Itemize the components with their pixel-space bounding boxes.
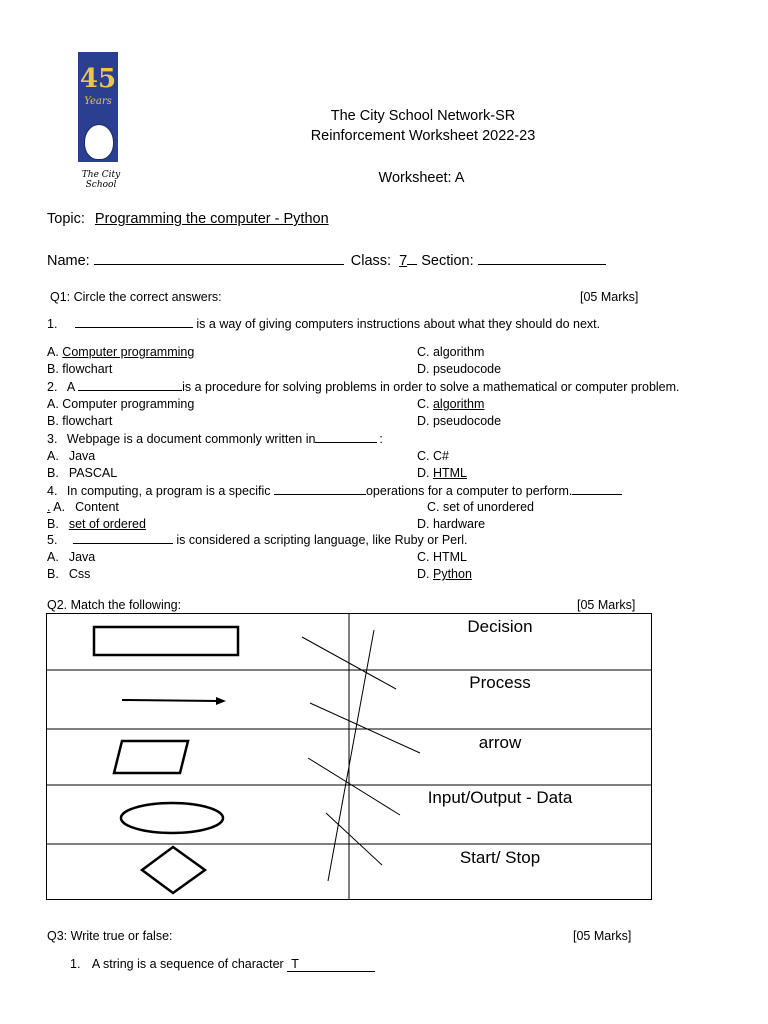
match-label-arrow: arrow [478,733,522,752]
q1-item2-num: 2. [47,380,58,394]
q3-item1 [70,957,375,972]
student-line [47,253,606,269]
name-label: Name: [47,253,90,269]
q1-item2-text: is a procedure for solving problems in order to solve a mathematical or computer problem. [182,380,680,394]
section-field[interactable] [478,264,606,265]
q1-item5 [47,533,468,547]
q1-item3-colon: : [379,432,383,446]
class-label: Class: [350,253,392,269]
q1-item4-optD: D. hardware [417,517,486,531]
matching-lines [302,630,420,881]
q3-item1-answer-field[interactable] [287,957,375,972]
section-label: Section: [421,253,474,269]
worksheet-label: Worksheet: A [378,170,465,186]
q1-item2-optD: D. pseudocode [417,414,502,428]
q1-item4-optC: C. set of unordered [427,500,535,514]
q3-title: Q3: Write true or false: [47,929,173,943]
opt-text: HTML [432,466,468,480]
q1-item5-num: 5. [47,533,58,547]
opt-label: A. [47,345,59,359]
q1-item1-optA [47,345,194,359]
q1-item5-optA [47,550,95,564]
q3-marks: [05 Marks] [573,929,632,943]
opt-text: Css [68,567,91,581]
q1-item4-text: In computing, a program is a specific [66,484,271,498]
q1-item2 [47,380,680,394]
q1-item4-text2: operations for a computer to perform. [365,484,573,498]
opt-text: PASCAL [68,466,118,480]
q1-item3-blank [315,442,377,443]
opt-text: Computer programming [62,345,195,359]
q1-item3-num: 3. [47,432,58,446]
oval-shape-icon [121,803,223,833]
q1-item3-optB [47,466,117,480]
class-value: 7 [399,253,408,269]
q1-item1-num: 1. [47,317,58,331]
school-name: The City School Network-SR [330,108,516,124]
opt-label: A. [47,550,59,564]
match-label-process: Process [469,673,531,692]
match-line [308,758,400,815]
opt-label: B. [47,517,59,531]
q1-item4-num: 4. [47,484,58,498]
logo-word: Years [84,96,112,107]
q1-marks: [05 Marks] [580,290,639,304]
q1-item5-blank [73,543,173,544]
rectangle-shape-icon [94,627,238,655]
q1-item5-optC: C. HTML [417,550,467,564]
opt-label: B. [47,466,59,480]
topic-value: Programming the computer - Python [94,211,329,227]
q1-item5-optD [417,567,472,581]
q3-item1-num: 1. [70,957,81,971]
q1-title: Q1: Circle the correct answers: [50,290,222,304]
q1-item4-blank2 [572,494,622,495]
match-label-decision: Decision [467,617,533,636]
q1-item5-optB [47,567,90,581]
match-line [328,630,374,881]
q2-title: Q2. Match the following: [47,598,182,612]
class-field [407,264,417,265]
q1-item3-optA [47,449,95,463]
q1-item2-optC [417,397,484,411]
logo-caption: The City School [81,170,121,190]
opt-text: set of ordered [68,517,146,531]
name-field[interactable] [94,264,344,265]
topic-label: Topic: [47,211,85,227]
q1-item2-optA: A. Computer programming [47,397,195,411]
q1-item2-blank [78,390,182,391]
opt-label: A. [47,449,59,463]
match-table [46,613,652,900]
opt-label: D. [417,466,430,480]
q1-item1-text: is a way of giving computers instructions about what they should do next. [196,317,601,331]
opt-text: Python [432,567,472,581]
opt-label: B. [47,567,59,581]
q3-item1-answer: T [291,957,299,971]
q1-item3-optD [417,466,467,480]
arrow-shape-icon [122,697,226,705]
opt-text: Java [68,449,96,463]
match-label-input-output: Input/Output - Data [427,788,573,807]
diamond-shape-icon [142,847,205,893]
match-label-start-stop: Start/ Stop [459,848,541,867]
q1-item4-blank [274,494,366,495]
worksheet-title: Reinforcement Worksheet 2022-23 [310,128,536,144]
q1-item2-pre: A [66,380,75,394]
q1-item4-optA [47,500,119,514]
q2-marks: [05 Marks] [577,598,636,612]
q1-item3-text: Webpage is a document commonly written in [66,432,316,446]
logo-number: 45 [79,64,117,94]
q1-item1-blank [75,327,193,328]
opt-label: A. [53,500,66,514]
q3-item1-text: A string is a sequence of character [91,957,284,971]
opt-label: D. [417,567,430,581]
q1-item4-optB [47,517,146,531]
opt-text: algorithm [432,397,485,411]
topic-line [47,211,329,227]
q1-item3 [47,432,383,446]
opt-label: C. [417,397,430,411]
match-line [310,703,420,753]
q1-item5-text: is considered a scripting language, like Ruby or Perl. [176,533,468,547]
q1-item1 [47,317,600,331]
q1-item3-optC: C. C# [417,449,449,463]
opt-dot: . [47,500,51,514]
opt-text: Java [68,550,96,564]
opt-text: Content [75,500,119,514]
match-line [326,813,382,865]
q1-item4 [47,484,622,498]
q1-item2-optB: B. flowchart [47,414,113,428]
q1-item1-optC: C. algorithm [417,345,485,359]
q1-item1-optD: D. pseudocode [417,362,502,376]
parallelogram-shape-icon [114,741,188,773]
q1-item1-optB: B. flowchart [47,362,113,376]
